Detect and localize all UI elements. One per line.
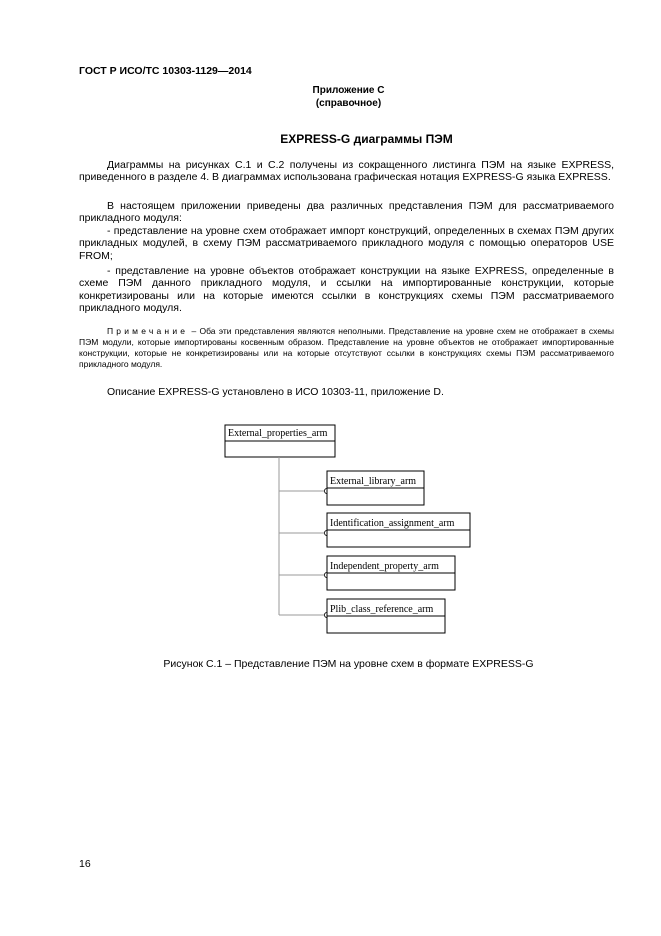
main-schema-label: External_properties_arm bbox=[228, 428, 328, 439]
imported-schema-label-1: External_library_arm bbox=[330, 476, 417, 487]
note-dash: – bbox=[188, 326, 200, 336]
express-g-diagram bbox=[220, 420, 480, 640]
paragraph-schema-level: - представление на уровне схем отображает импорт конструкций, определенных в схемах ПЭМ других прикладных модулей, в схему ПЭМ рассматриваемого прикладного модуля с помощью операторов USE FROM; bbox=[79, 225, 614, 262]
section-title: EXPRESS-G диаграммы ПЭМ bbox=[280, 132, 453, 146]
note-text: Оба эти представления являются неполными. Представление на уровне схем не отображает в схемы ПЭМ модули, которые импортированы косвенным образом. Представление на уровне объектов не отображает импортированные конструкции, которые не конкретизированы или на которые отсутствуют ссылки в конструкциях схемы ПЭМ рассматриваемого прикладного модуля. bbox=[79, 326, 614, 369]
figure-caption: Рисунок С.1 – Представление ПЭМ на уровне схем в формате EXPRESS-G bbox=[163, 658, 534, 670]
imported-schema-label-3: Independent_property_arm bbox=[330, 561, 439, 572]
imported-schema-4 bbox=[279, 599, 445, 633]
imported-schema-1 bbox=[279, 471, 424, 505]
page-number: 16 bbox=[79, 858, 91, 870]
main-schema-box bbox=[225, 425, 335, 457]
paragraph-representations: В настоящем приложении приведены два различных представления ПЭМ для рассматриваемого прикладного модуля: bbox=[79, 200, 614, 225]
note bbox=[79, 326, 614, 370]
annex-type: (справочное) bbox=[315, 98, 382, 109]
reference-paragraph: Описание EXPRESS-G установлено в ИСО 10303-11, приложение D. bbox=[107, 386, 444, 398]
annex-heading bbox=[0, 84, 661, 110]
paragraph-object-level: - представление на уровне объектов отображает конструкции на языке EXPRESS, определенные в схеме ПЭМ данного прикладного модуля, и ссылки на импортированные конструкции, которые конкретизированы или на которые имеются ссылки в конструкциях схемы ПЭМ рассматриваемого прикладного модуля. bbox=[79, 265, 614, 315]
imported-schema-2 bbox=[279, 513, 470, 547]
imported-schema-label-4: Plib_class_reference_arm bbox=[330, 604, 434, 615]
annex-title: Приложение С bbox=[312, 85, 385, 96]
imported-schema-label-2: Identification_assignment_arm bbox=[330, 518, 455, 529]
paragraph-intro: Диаграммы на рисунках С.1 и С.2 получены из сокращенного листинга ПЭМ на языке EXPRESS, приведенного в разделе 4. В диаграммах использована графическая нотация EXPRESS-G языка EXPRESS. bbox=[79, 159, 614, 184]
note-label: Примечание bbox=[107, 326, 189, 336]
document-id: ГОСТ Р ИСО/ТС 10303-1129—2014 bbox=[79, 65, 252, 77]
imported-schema-3 bbox=[279, 556, 455, 590]
